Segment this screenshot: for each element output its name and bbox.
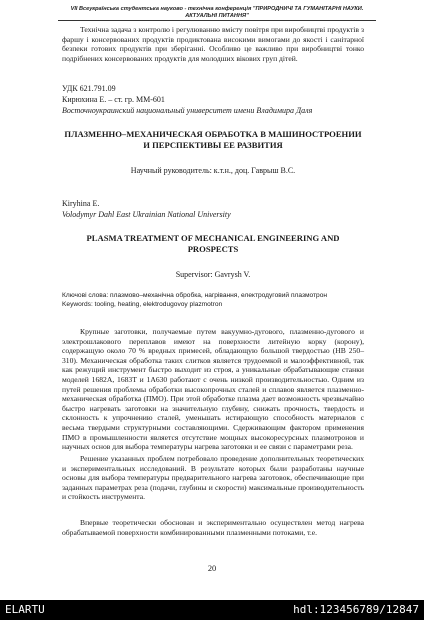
body-paragraph-3: Впервые теоретически обоснован и экспериментально осуществлен метод нагрева обрабатываемой поверхности комбинированными плазменными потоками, т.е. (62, 518, 364, 537)
affiliation-english: Volodymyr Dahl East Ukrainian National University (62, 210, 231, 219)
author-english: Kiryhina E. (62, 199, 100, 208)
supervisor-english: Supervisor: Gavrysh V. (175, 270, 251, 279)
repository-footer-bar (0, 600, 424, 620)
conference-header: VII Всеукраїнська студентська науково - технічна конференція "ПРИРОДНИЧІ ТА ГУМАНІТАРНІ НАУКИ. АКТУАЛЬНІ ПИТАННЯ" (58, 6, 376, 21)
keywords-ukrainian: Ключові слова: плазмово–механічна обробка, нагрівання, електродуговий плазмотрон (62, 292, 328, 299)
title-english: PLASMA TREATMENT OF MECHANICAL ENGINEERING AND PROSPECTS (86, 233, 340, 254)
udc-code: УДК 621.791.09 (62, 84, 116, 93)
body-paragraph-1: Крупные заготовки, получаемые путем вакуумно-дугового, плазменно-дугового и электрошлакового переплавов имеют на поверхности литейную корку (корону), содержащую около 70 % вредных примесей, обладающую большой твердостью (НВ 250–310). Механическая обработка таких слитков является трудоемкой и малоэффективной, так как режущий инструмент быстро выходит из строя, а уникальные обрабатывающие станки моделей 1682А, 1683Т и 1А630 работают с очень низкой производительностью. Одним из путей решения проблемы обработки высокопрочных сталей и сплавов является плазменно-механическая обработка (ПМО). При этой обработке плазма дает возможность чрезвычайно быстро нагревать заготовки на значительную глубину, снижать прочность, твердость и склонность к упрочнению сталей, уменьшать истирающую способность материалов с весьма твердыми структурными составляющими. Сдерживающим фактором применения ПМО в промышленности является отсутствие мощных высокоресурсных плазмотронов и научных основ для выбора температуры нагрева заготовки и ее связи с параметрами реза. (62, 327, 364, 452)
handle-identifier: hdl:123456789/12847 (293, 603, 419, 616)
body-paragraph-2: Решение указанных проблем потребовало проведение дополнительных теоретических и экспериментальных исследований. В результате которых были разработаны научные основы для выбора температуры предварительного нагрева заготовок, обеспечивающие при заданных параметрах реза (подачи, глубины и скорости) максимальные производительность и стойкость инструмента. (62, 454, 364, 502)
supervisor-russian: Научный руководитель: к.т.н., доц. Гаврыш В.С. (130, 166, 296, 175)
keywords-english: Keywords: tooling, heating, elektrodugovoy plazmotron (62, 301, 223, 308)
title-russian: ПЛАЗМЕННО–МЕХАНИЧЕСКАЯ ОБРАБОТКА В МАШИНОСТРОЕНИИ И ПЕРСПЕКТИВЫ ЕЕ РАЗВИТИЯ (64, 129, 362, 150)
author-line: Кирюхина Е. – ст. гр. ММ-601 (62, 95, 165, 104)
intro-paragraph: Технічна задача з контролю і регулюванню вмісту повітря при виробництві продуктів з фаршу і консервованих продуктів продиктована високими вимогами до якості і санітарної безпеки готових продуктів при зберіганні. Особливо це важливо при виробництві тонко подрібнених консервованих продуктів для молодших вікових груп дітей. (62, 25, 364, 63)
repository-name: ELARTU (5, 603, 45, 616)
page-number: 20 (207, 564, 217, 573)
affiliation: Восточноукраинский национальный университет имени Владимира Даля (62, 106, 313, 115)
